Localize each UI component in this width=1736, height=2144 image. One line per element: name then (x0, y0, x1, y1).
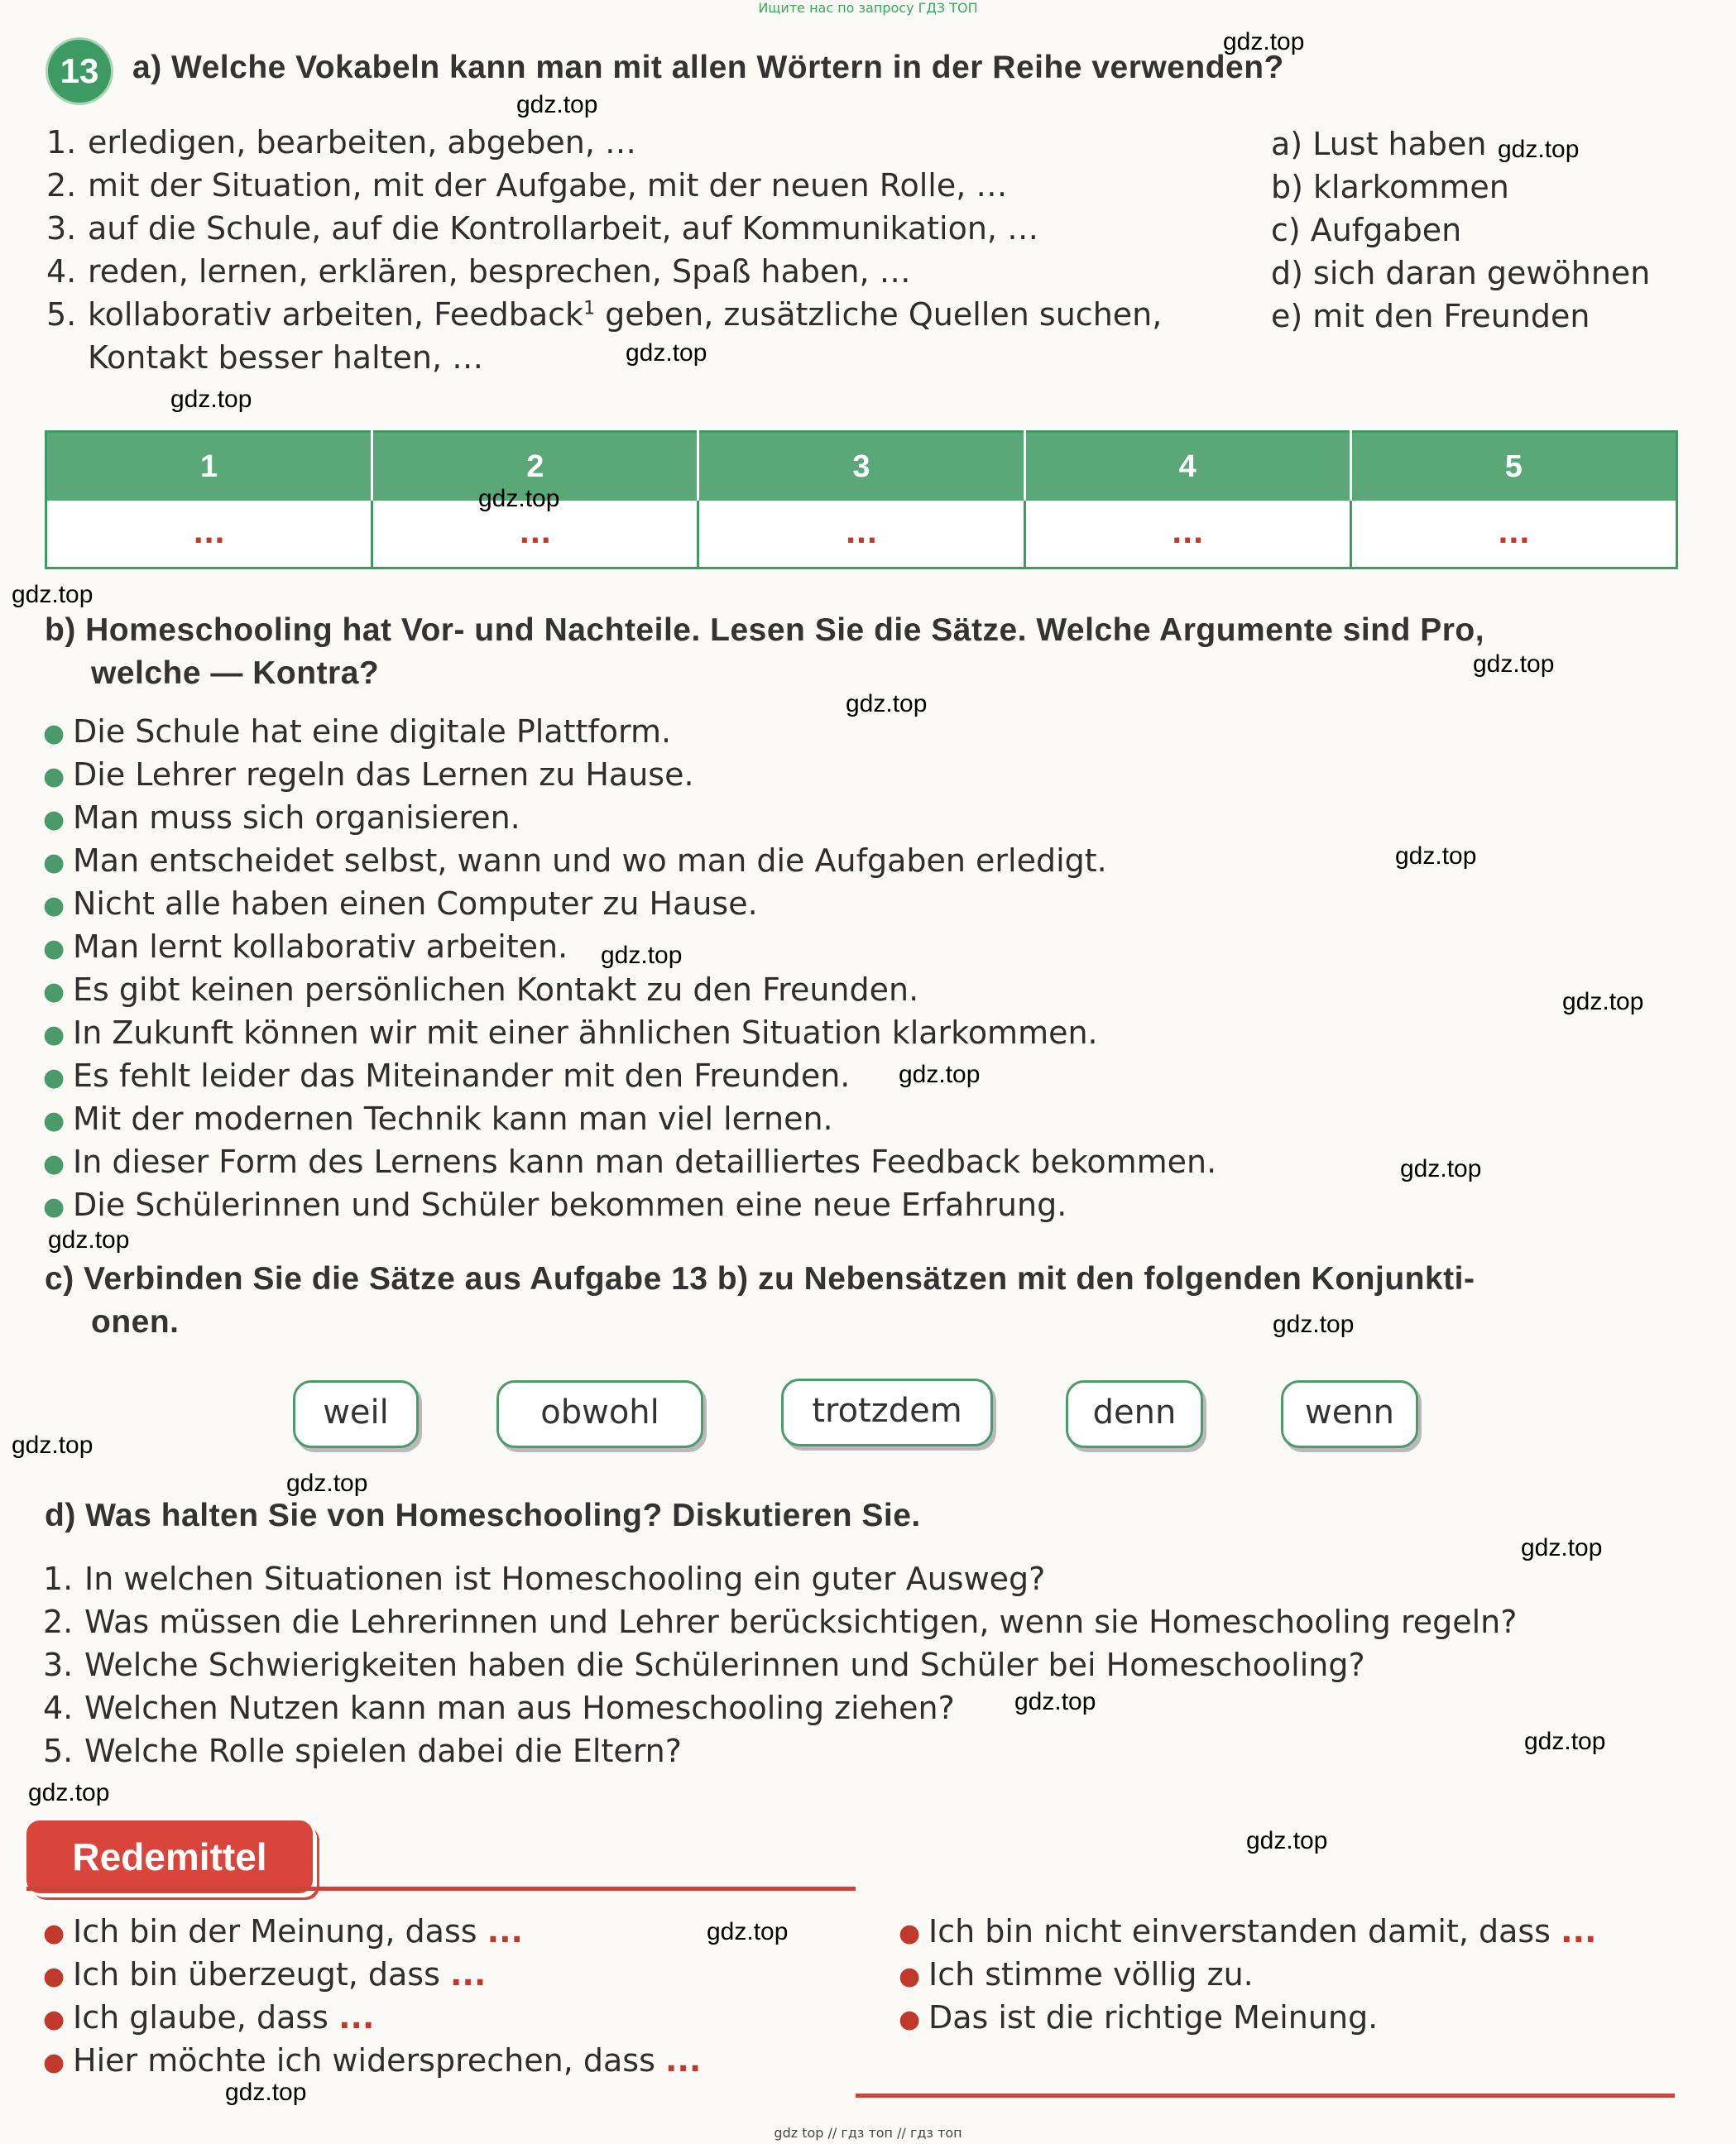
discussion-question: 3. Welche Schwierigkeiten haben die Schülerinnen und Schüler bei Homeschooling? (43, 1647, 1365, 1683)
answer-cell[interactable]: ... (1350, 501, 1676, 568)
redemittel-divider-bottom (856, 2094, 1675, 2098)
watermark: gdz.top (1014, 1688, 1096, 1715)
pro-contra-statement: ● Die Lehrer regeln das Lernen zu Hause. (43, 756, 694, 793)
watermark: gdz.top (626, 339, 707, 367)
bullet-icon: ● (43, 2048, 65, 2077)
watermark: gdz.top (12, 1432, 94, 1459)
watermark: gdz.top (1562, 988, 1644, 1015)
bullet-icon: ● (43, 1020, 65, 1049)
conjunction-trotzdem: trotzdem (781, 1379, 993, 1446)
bullet-icon: ● (43, 2005, 65, 2034)
watermark: gdz.top (516, 91, 598, 118)
bottom-note: gdz top // гдз топ // гдз топ (774, 2125, 962, 2141)
bullet-icon: ● (43, 1149, 65, 1178)
bullet-icon: ● (43, 848, 65, 877)
bullet-icon: ● (43, 934, 65, 963)
option-e: e) mit den Freunden (1271, 298, 1590, 334)
bullet-icon: ● (43, 1192, 65, 1221)
conjunction-denn: denn (1066, 1380, 1203, 1448)
phrase-item: ● Das ist die richtige Meinung. (899, 1999, 1379, 2036)
pro-contra-statement: ● In dieser Form des Lernens kann man detailliertes Feedback bekommen. (43, 1144, 1217, 1180)
discussion-question: 4. Welchen Nutzen kann man aus Homeschooling ziehen? (43, 1690, 955, 1726)
part-a-item-2: 2. mit der Situation, mit der Aufgabe, mit der neuen Rolle, … (46, 167, 1008, 204)
conjunction-wenn: wenn (1281, 1380, 1418, 1448)
part-c-heading: c) Verbinden Sie die Sätze aus Aufgabe 13 b) zu Nebensätzen mit den folgenden Konjunkti- (45, 1261, 1475, 1297)
top-search-note: Ищите нас по запросу ГДЗ ТОП (758, 0, 978, 16)
option-c: c) Aufgaben (1271, 212, 1462, 248)
bullet-icon: ● (899, 2005, 921, 2034)
watermark: gdz.top (1223, 28, 1305, 55)
part-b-heading: b) Homeschooling hat Vor- und Nachteile. Lesen Sie die Sätze. Welche Argumente sind Pro, (45, 612, 1485, 648)
bullet-icon: ● (43, 719, 65, 748)
answer-table-header: 2 (372, 432, 698, 501)
pro-contra-statement: ● Man entscheidet selbst, wann und wo man die Aufgaben erledigt. (43, 842, 1107, 879)
answer-table (45, 430, 1678, 569)
footnote-marker: 1 (583, 298, 596, 319)
discussion-question: 2. Was müssen die Lehrerinnen und Lehrer berücksichtigen, wenn sie Homeschooling regeln? (43, 1604, 1518, 1640)
bullet-icon: ● (43, 1919, 65, 1948)
pro-contra-statement: ● Die Schule hat eine digitale Plattform. (43, 713, 672, 750)
answer-table-header: 5 (1350, 432, 1676, 501)
bullet-icon: ● (43, 977, 65, 1006)
part-c-heading-continued: onen. (91, 1304, 180, 1340)
watermark: gdz.top (1524, 1728, 1606, 1755)
part-a-item-5: 5. kollaborativ arbeiten, Feedback$^1$ geben, zusätzliche Quellen suchen, (46, 296, 1163, 333)
watermark: gdz.top (1400, 1155, 1482, 1182)
part-d-heading: d) Was halten Sie von Homeschooling? Diskutieren Sie. (45, 1498, 921, 1533)
watermark: gdz.top (1273, 1311, 1355, 1338)
pro-contra-statement: ● Man lernt kollaborativ arbeiten. (43, 928, 568, 965)
watermark: gdz.top (48, 1226, 130, 1254)
option-a: a) Lust haben (1271, 126, 1487, 162)
watermark: gdz.top (899, 1061, 981, 1088)
watermark: gdz.top (28, 1779, 110, 1806)
phrase-item: ● Hier möchte ich widersprechen, dass ... (43, 2042, 702, 2079)
part-a-item-1: 1. erledigen, bearbeiten, abgeben, … (46, 124, 636, 161)
answer-table-header: 1 (46, 432, 372, 501)
bullet-icon: ● (43, 891, 65, 920)
bullet-icon: ● (43, 1063, 65, 1092)
watermark: gdz.top (1521, 1534, 1603, 1561)
part-a-item-3: 3. auf die Schule, auf die Kontrollarbeit, auf Kommunikation, … (46, 210, 1039, 247)
part-a-item-5-continued: Kontakt besser halten, … (88, 339, 484, 376)
redemittel-divider-top (26, 1887, 856, 1891)
phrase-item: ● Ich bin nicht einverstanden damit, dass ... (899, 1913, 1597, 1950)
watermark: gdz.top (12, 581, 94, 608)
bullet-icon: ● (43, 1962, 65, 1991)
conjunction-obwohl: obwohl (496, 1380, 703, 1448)
discussion-question: 5. Welche Rolle spielen dabei die Eltern? (43, 1733, 682, 1769)
pro-contra-statement: ● Mit der modernen Technik kann man viel lernen. (43, 1101, 833, 1137)
phrase-item: ● Ich bin der Meinung, dass ... (43, 1913, 523, 1950)
watermark: gdz.top (1395, 842, 1477, 870)
watermark: gdz.top (1498, 136, 1580, 163)
bullet-icon: ● (43, 805, 65, 834)
answer-table-header: 4 (1024, 432, 1350, 501)
pro-contra-statement: ● Es fehlt leider das Miteinander mit den Freunden. (43, 1058, 851, 1094)
part-a-item-4: 4. reden, lernen, erklären, besprechen, Spaß haben, … (46, 253, 911, 290)
redemittel-title: Redemittel (26, 1820, 313, 1893)
watermark: gdz.top (1473, 650, 1555, 678)
bullet-icon: ● (43, 762, 65, 791)
part-a-heading: a) Welche Vokabeln kann man mit allen Wörtern in der Reihe verwenden? (132, 50, 1284, 85)
option-b: b) klarkommen (1271, 169, 1509, 205)
watermark: gdz.top (170, 386, 252, 413)
pro-contra-statement: ● Man muss sich organisieren. (43, 799, 520, 836)
watermark: gdz.top (707, 1918, 789, 1945)
bullet-icon: ● (43, 1106, 65, 1135)
discussion-question: 1. In welchen Situationen ist Homeschooling ein guter Ausweg? (43, 1561, 1046, 1597)
answer-cell[interactable]: ... (698, 501, 1024, 568)
watermark: gdz.top (286, 1470, 368, 1497)
part-b-heading-continued: welche — Kontra? (91, 655, 380, 691)
answer-cell[interactable]: ... (46, 501, 372, 568)
bullet-icon: ● (899, 1962, 921, 1991)
bullet-icon: ● (899, 1919, 921, 1948)
pro-contra-statement: ● Es gibt keinen persönlichen Kontakt zu den Freunden. (43, 971, 919, 1008)
phrase-item: ● Ich stimme völlig zu. (899, 1956, 1254, 1993)
exercise-number-badge: 13 (48, 40, 111, 103)
answer-cell[interactable]: ... (1024, 501, 1350, 568)
pro-contra-statement: ● Die Schülerinnen und Schüler bekommen eine neue Erfahrung. (43, 1187, 1067, 1223)
option-d: d) sich daran gewöhnen (1271, 255, 1651, 291)
pro-contra-statement: ● In Zukunft können wir mit einer ähnlichen Situation klarkommen. (43, 1014, 1098, 1051)
pro-contra-statement: ● Nicht alle haben einen Computer zu Hause. (43, 885, 758, 922)
answer-table-header: 3 (698, 432, 1024, 501)
conjunction-weil: weil (293, 1380, 419, 1448)
phrase-item: ● Ich bin überzeugt, dass ... (43, 1956, 487, 1993)
phrase-item: ● Ich glaube, dass ... (43, 1999, 375, 2036)
watermark: gdz.top (846, 690, 928, 717)
watermark: gdz.top (478, 485, 560, 512)
watermark: gdz.top (601, 942, 683, 969)
watermark: gdz.top (1246, 1827, 1328, 1854)
answer-cell[interactable]: ... (372, 501, 698, 568)
watermark: gdz.top (225, 2079, 307, 2106)
